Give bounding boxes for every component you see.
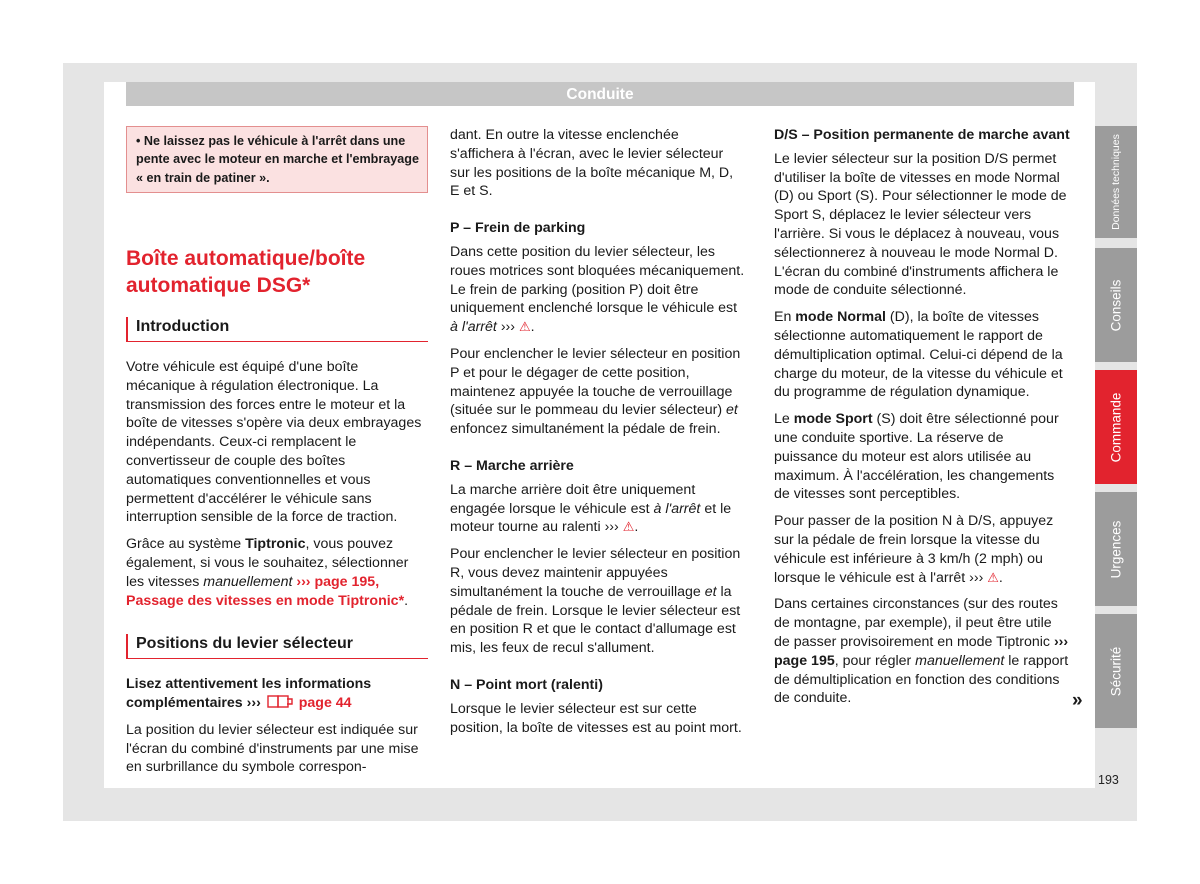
book-icon xyxy=(267,694,293,709)
section-title-positions: Positions du levier sélecteur xyxy=(126,634,428,659)
warning-box xyxy=(126,126,428,193)
continue-marker: » xyxy=(1072,690,1083,711)
r-paragraph-2: Pour enclencher le levier sélecteur en position R, vous devez maintenir appuyées simultanément la touche de verrouillage et la pédale de frein. Lorsque le levier sélecteur est en position R et que le contact d'allumage est mis, les feux de recul s'allument. xyxy=(450,546,741,657)
column-right xyxy=(774,126,1070,716)
column-middle xyxy=(450,126,746,745)
page-link-44[interactable]: page 44 xyxy=(298,694,352,711)
lead-paragraph: Lisez attentivement les informations complémentaires ››› page 44 xyxy=(126,676,372,711)
section-title-introduction: Introduction xyxy=(126,317,428,342)
p-paragraph-1: Dans cette position du levier sélecteur, les roues motrices sont bloquées mécaniquement. Le frein de parking (position P) doit être uniquement enclenché lorsque le véhicule est à l'arrêt ››› ⚠. xyxy=(450,243,745,336)
continued-paragraph: dant. En outre la vitesse enclenchée s'affichera à l'écran, avec le levier sélecteur sur les positions de la boîte mécanique M, D, E et S. xyxy=(450,127,734,200)
tab-commande[interactable]: Commande xyxy=(1095,370,1137,484)
tab-donnees-techniques[interactable]: Données techniques xyxy=(1095,126,1137,238)
page-number: 193 xyxy=(1098,773,1119,787)
tiptronic-paragraph: Grâce au système Tiptronic, vous pouvez également, si vous le souhaitez, sélectionner les vitesses manuellement ››› page 195, Passage des vitesses en mode Tiptronic*. xyxy=(126,536,409,609)
ds-paragraph-4: Pour passer de la position N à D/S, appuyez sur la pédale de frein lorsque la vitesse du véhicule est inférieure à 3 km/h (2 mph) ou lorsque le véhicule est à l'arrêt ››› ⚠. xyxy=(774,513,1054,586)
chapter-heading: Boîte automatique/boîte automatique DSG* xyxy=(126,247,366,298)
positions-paragraph: La position du levier sélecteur est indiquée sur l'écran du combiné d'instruments par une mise en surbrillance du symbole correspon- xyxy=(126,721,419,776)
subheading-r: R – Marche arrière xyxy=(450,457,574,474)
page-link-195[interactable]: ››› page 195, Passage des vitesses en mode Tiptronic* xyxy=(126,573,405,609)
subheading-n: N – Point mort (ralenti) xyxy=(450,676,603,693)
ds-paragraph-1: Le levier sélecteur sur la position D/S permet d'utiliser la boîte de vitesses en mode Normal (D) ou Sport (S). Pour sélectionner le mode de Sport S, déplacez le levier sélecteur vers l'arrière. Si vous le déplacez à nouveau, vous sélectionnerez à nouveau le mode Normal D. L'écran du combiné d'instruments affichera le mode de conduite sélectionné. xyxy=(774,150,1067,299)
page-link-195[interactable]: ››› page 195 xyxy=(774,633,1069,669)
column-left xyxy=(126,126,428,785)
ds-paragraph-2: En mode Normal (D), la boîte de vitesses sélectionne automatiquement le rapport de démultiplication optimal. Celui-ci dépend de la charge du moteur, de la vitesse du véhicule et du programme de régulation dynamique. xyxy=(774,309,1063,401)
intro-paragraph: Votre véhicule est équipé d'une boîte mécanique à régulation électronique. La transmission des forces entre le moteur et la boîte de vitesses s'opère via deux embrayages indépendants. Ceux-ci remplacent le convertisseur de couple des boîtes automatiques conventionnelles et vous permettent d'accélérer le véhicule sans interruption sensible de la force de traction. xyxy=(126,359,422,526)
ds-paragraph-3: Le mode Sport (S) doit être sélectionné pour une conduite sportive. La réserve de puissance du moteur est alors utilisée au maximum. À l'accélération, les changements de vitesses sont perceptibles. xyxy=(774,411,1059,503)
tab-urgences[interactable]: Urgences xyxy=(1095,492,1137,606)
warning-triangle-icon[interactable]: ⚠ xyxy=(518,319,531,335)
ds-paragraph-5: Dans certaines circonstances (sur des routes de montagne, par exemple), il peut être utile de passer provisoirement en mode Tiptronic ››› page 195, pour régler manuellement le rapport de démultiplication en fonction des conditions de conduite. xyxy=(774,596,1069,707)
warning-triangle-icon[interactable]: ⚠ xyxy=(622,519,635,535)
warning-bullet: • xyxy=(136,134,141,148)
subheading-ds: D/S – Position permanente de marche avant xyxy=(774,127,1070,143)
n-paragraph: Lorsque le levier sélecteur est sur cette position, la boîte de vitesses est au point mort. xyxy=(450,700,742,736)
tab-conseils[interactable]: Conseils xyxy=(1095,248,1137,362)
p-paragraph-2: Pour enclencher le levier sélecteur en position P et pour le dégager de cette position, maintenez appuyée la touche de verrouillage (située sur le pommeau du levier sélecteur) et enfoncez simultanément la pédale de frein. xyxy=(450,345,741,438)
tab-securite[interactable]: Sécurité xyxy=(1095,614,1137,728)
warning-triangle-icon[interactable]: ⚠ xyxy=(987,569,999,585)
r-paragraph-1: La marche arrière doit être uniquement engagée lorsque le véhicule est à l'arrêt et le moteur tourne au ralenti ››› ⚠. xyxy=(450,481,732,536)
section-header: Conduite xyxy=(126,82,1074,106)
subheading-p: P – Frein de parking xyxy=(450,220,586,237)
warning-text: Ne laissez pas le véhicule à l'arrêt dans une pente avec le moteur en marche et l'embrayage « en train de patiner ». xyxy=(136,134,419,185)
